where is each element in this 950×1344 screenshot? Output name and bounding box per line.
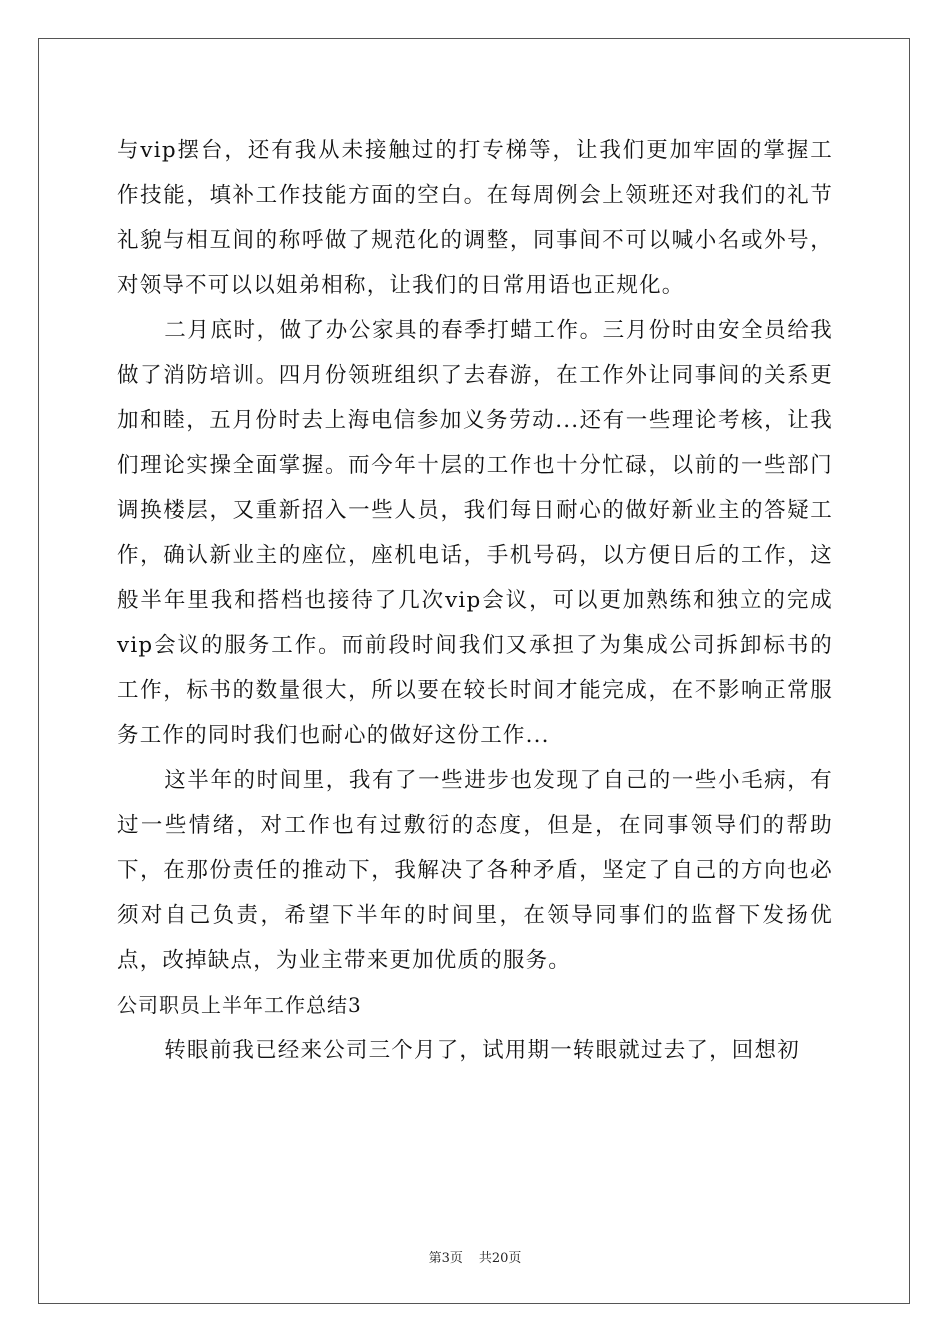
paragraph-probation: 转眼前我已经来公司三个月了，试用期一转眼就过去了，回想初 — [164, 1038, 800, 1063]
paragraph-half-year-reflection: 这半年的时间里，我有了一些进步也发现了自己的一些小毛病，有过一些情绪，对工作也有过敷衍的态度，但是，在同事领导们的帮助下，在那份责任的推动下，我解决了各种矛盾，坚定了自己的方向也必须对自己负责，希望下半年的时间里，在领导同事们的监督下发扬优点，改掉缺点，为业主带来更加优质的服务。 — [117, 768, 833, 973]
paragraph-spring-work: 二月底时，做了办公家具的春季打蜡工作。三月份时由安全员给我做了消防培训。四月份领班组织了去春游，在工作外让同事间的关系更加和睦，五月份时去上海电信参加义务劳动...还有一些理论考核，让我们理论实操全面掌握。而今年十层的工作也十分忙碌，以前的一些部门调换楼层，又重新招入一些人员，我们每日耐心的做好新业主的答疑工作，确认新业主的座位，座机电话，手机号码，以方便日后的工作，这般半年里我和搭档也接待了几次vip会议，可以更加熟练和独立的完成vip会议的服务工作。而前段时间我们又承担了为集成公司拆卸标书的工作，标书的数量很大，所以要在较长时间才能完成，在不影响正常服务工作的同时我们也耐心的做好这份工作... — [117, 318, 833, 748]
page-number: 第3页 — [428, 1251, 463, 1266]
page-total: 共20页 — [478, 1251, 522, 1266]
paragraph-continued: 与vip摆台，还有我从未接触过的打专梯等，让我们更加牢固的掌握工作技能，填补工作技能方面的空白。在每周例会上领班还对我们的礼节礼貌与相互间的称呼做了规范化的调整，同事间不可以喊小名或外号，对领导不可以以姐弟相称，让我们的日常用语也正规化。 — [117, 138, 833, 298]
section-heading: 公司职员上半年工作总结3 — [117, 993, 362, 1017]
document-body — [117, 128, 833, 1073]
page-footer — [0, 1247, 950, 1266]
